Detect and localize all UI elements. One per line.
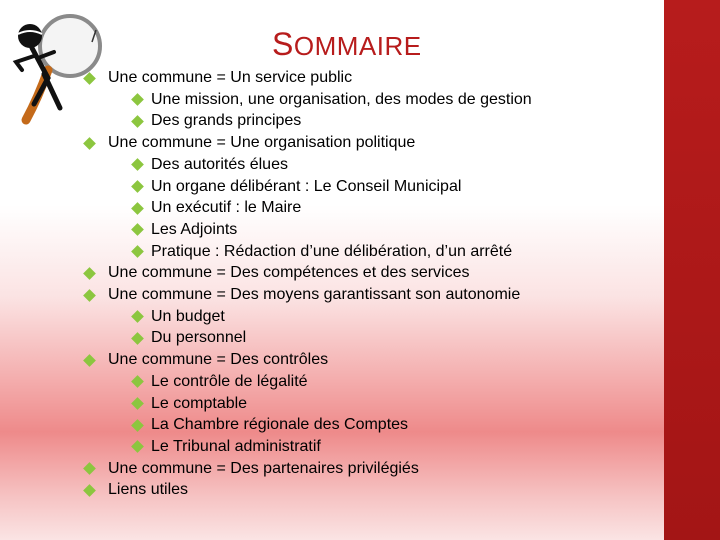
- bullet-diamond-icon: [131, 245, 144, 258]
- list-item-text: Pratique : Rédaction d’une délibération, d’un arrêté: [151, 242, 513, 260]
- list-item-text: Une commune = Une organisation politique: [108, 134, 416, 152]
- sub-list-item: [133, 416, 408, 434]
- bullet-diamond-icon: [131, 224, 144, 237]
- list-item-text: Une commune = Des partenaires privilégiés: [108, 459, 419, 477]
- bullet-diamond-icon: [131, 202, 144, 215]
- list-item-text: Une commune = Un service public: [108, 69, 353, 86]
- sub-list-item: [133, 373, 308, 391]
- bullet-diamond-icon: [131, 158, 144, 171]
- list-item-text: Un budget: [151, 307, 225, 325]
- list-item-text: Le Tribunal administratif: [151, 437, 321, 455]
- list-item: [85, 69, 352, 87]
- list-item: [85, 264, 470, 282]
- sub-list-item: [133, 438, 321, 456]
- list-item: [85, 460, 419, 478]
- bullet-diamond-icon: [131, 419, 144, 432]
- bullet-diamond-icon: [83, 137, 96, 150]
- sub-list-item: [133, 156, 288, 174]
- list-item-text: La Chambre régionale des Comptes: [151, 416, 409, 434]
- list-item-text: Une mission, une organisation, des modes de gestion: [151, 90, 532, 108]
- title-rest: OMMAIRE: [293, 31, 422, 61]
- decorative-side-bar: [664, 0, 720, 540]
- sub-list-item: [133, 221, 237, 239]
- list-item-text: Des autorités élues: [151, 155, 288, 173]
- bullet-diamond-icon: [131, 180, 144, 193]
- list-item: [85, 134, 415, 152]
- bullet-diamond-icon: [83, 72, 96, 85]
- bullet-diamond-icon: [131, 375, 144, 388]
- list-item-text: Du personnel: [151, 329, 247, 347]
- list-item: [85, 286, 520, 304]
- bullet-diamond-icon: [131, 441, 144, 454]
- list-item-text: Le comptable: [151, 394, 248, 412]
- sub-list-item: [133, 308, 225, 326]
- list-item-text: Une commune = Des contrôles: [108, 351, 329, 369]
- list-item-text: Liens utiles: [108, 481, 189, 499]
- sub-list-item: [133, 329, 246, 347]
- bullet-diamond-icon: [83, 484, 96, 497]
- sub-list-item: [133, 395, 247, 413]
- bullet-diamond-icon: [131, 397, 144, 410]
- list-item-text: Le contrôle de légalité: [151, 372, 308, 390]
- sub-list-item: [133, 243, 512, 261]
- page-title: [272, 26, 422, 63]
- bullet-diamond-icon: [83, 354, 96, 367]
- bullet-diamond-icon: [131, 332, 144, 345]
- sub-list-item: [133, 199, 301, 217]
- list-item-text: Une commune = Des moyens garantissant son autonomie: [108, 286, 521, 303]
- bullet-diamond-icon: [83, 289, 96, 302]
- sub-list-item: [133, 91, 532, 109]
- sub-list-item: [133, 112, 301, 130]
- bullet-diamond-icon: [131, 115, 144, 128]
- list-item: [85, 351, 328, 369]
- list-item-text: Les Adjoints: [151, 220, 238, 238]
- bullet-diamond-icon: [131, 310, 144, 323]
- list-item-text: Un exécutif : le Maire: [151, 199, 302, 217]
- magnifying-glass-person-icon: [8, 8, 112, 128]
- title-initial: S: [272, 26, 294, 62]
- bullet-diamond-icon: [83, 462, 96, 475]
- list-item: [85, 481, 188, 499]
- list-item-text: Une commune = Des compétences et des services: [108, 264, 470, 282]
- list-item-text: Des grands principes: [151, 112, 302, 130]
- bullet-diamond-icon: [83, 267, 96, 280]
- sub-list-item: [133, 178, 461, 196]
- bullet-diamond-icon: [131, 93, 144, 106]
- list-item-text: Un organe délibérant : Le Conseil Municipal: [151, 177, 462, 195]
